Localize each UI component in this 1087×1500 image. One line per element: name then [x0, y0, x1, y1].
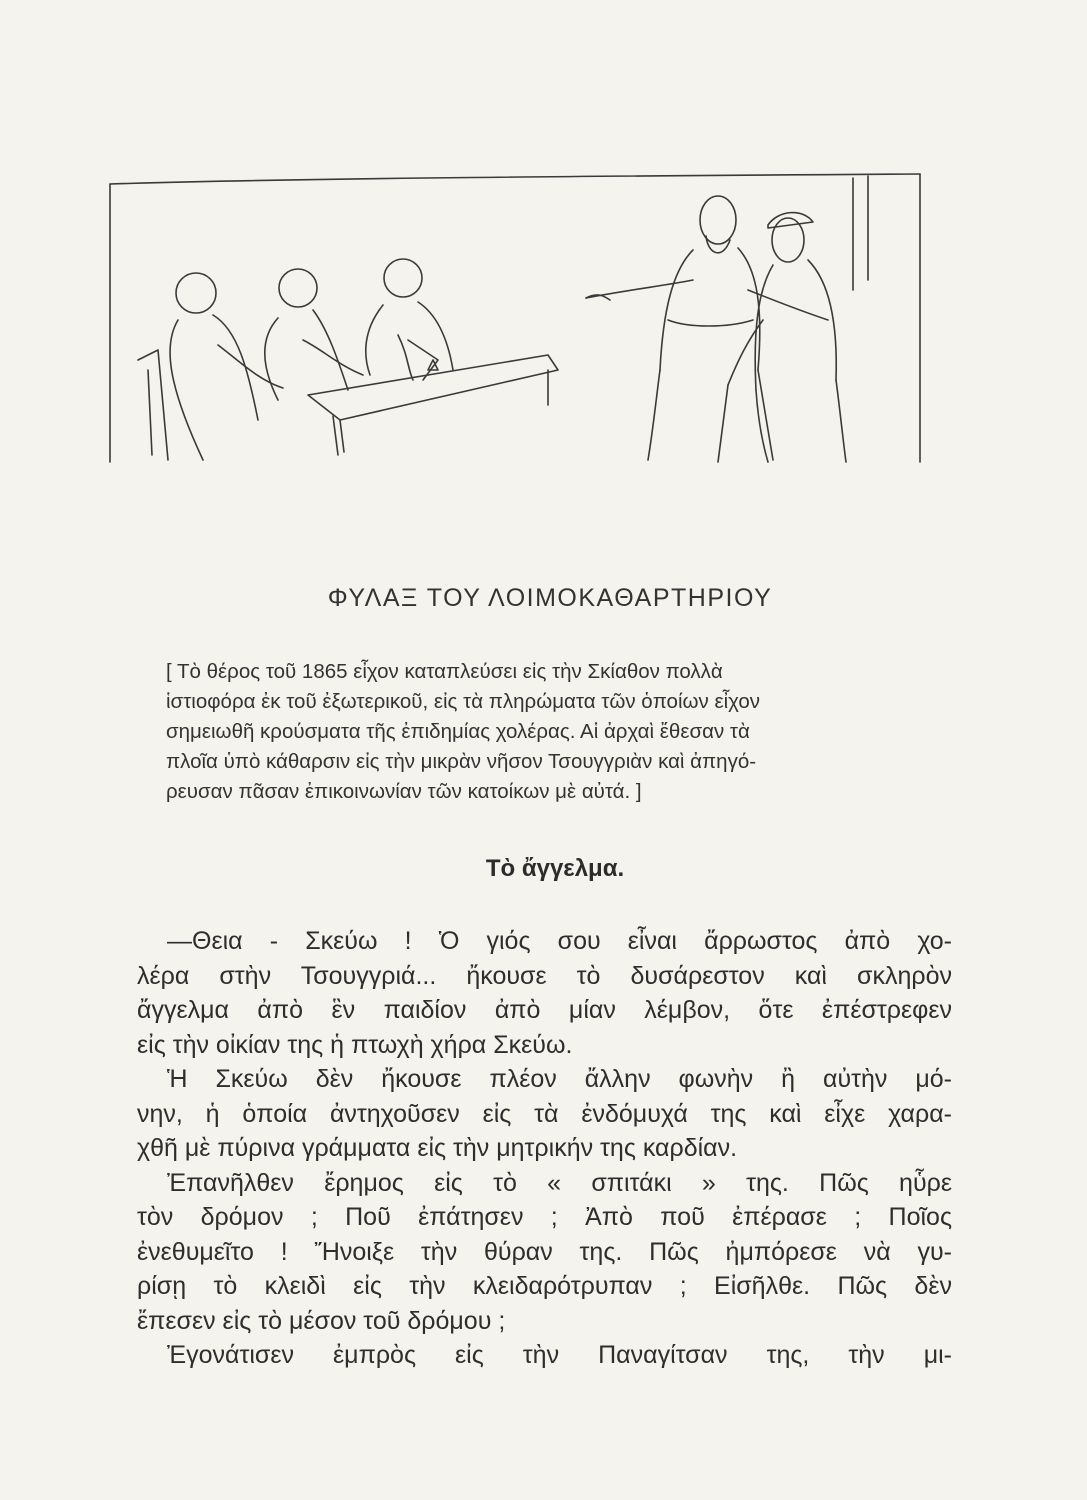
body-line: ἐνεθυμεῖτο ! Ἤνοιξε τὴν θύραν της. Πῶς ἠμπόρεσε νὰ γυ-: [137, 1237, 952, 1266]
body-line: Ἐγονάτισεν ἐμπρὸς εἰς τὴν Παναγίτσαν της, τὴν μι-: [167, 1341, 952, 1369]
note-line: ἱστιοφόρα ἐκ τοῦ ἐξωτερικοῦ, εἰς τὰ πληρώματα τῶν ὁποίων εἶχον: [166, 690, 761, 713]
illustration-quarantine-scene: [108, 170, 922, 465]
section-subtitle: Τὸ ἄγγελμα.: [485, 855, 625, 882]
note-line: σημειωθῆ κρούσματα τῆς ἐπιδημίας χολέρας. Αἱ ἀρχαὶ ἔθεσαν τὰ: [166, 720, 750, 743]
body-line: Ἡ Σκεύω δὲν ἤκουσε πλέον ἄλλην φωνὴν ἢ αὐτὴν μό-: [167, 1065, 952, 1093]
body-line: ἄγγελμα ἀπὸ ἓν παιδίον ἀπὸ μίαν λέμβον, ὅτε ἐπέστρεφεν: [137, 996, 952, 1024]
note-line: ρευσαν πᾶσαν ἐπικοινωνίαν τῶν κατοίκων μὲ αὐτά. ]: [166, 780, 642, 803]
note-line: πλοῖα ὑπὸ κάθαρσιν εἰς τὴν μικρὰν νῆσον Τσουγγριὰν καὶ ἀπηγό-: [166, 750, 757, 773]
body-line: χθῆ μὲ πύρινα γράμματα εἰς τὴν μητρικήν της καρδίαν.: [137, 1134, 738, 1162]
body-line: ρίσῃ τὸ κλειδὶ εἰς τὴν κλειδαρότρυπαν ; Εἰσῆλθε. Πῶς δὲν: [137, 1272, 952, 1300]
body-line: τὸν δρόμον ; Ποῦ ἐπάτησεν ; Ἀπὸ ποῦ ἐπέρασε ; Ποῖος: [137, 1203, 952, 1231]
body-text: [137, 924, 952, 1373]
body-line: εἰς τὴν οἰκίαν της ἡ πτωχὴ χήρα Σκεύω.: [137, 1030, 573, 1059]
body-line: —Θεια - Σκεύω ! Ὁ γιός σου εἶναι ἄρρωστος ἀπὸ χο-: [167, 927, 952, 955]
body-line: νην, ἡ ὁποία ἀντηχοῦσεν εἰς τὰ ἐνδόμυχά της καὶ εἶχε χαρα-: [137, 1099, 952, 1128]
historical-note: [166, 657, 956, 807]
body-line: Ἐπανῆλθεν ἔρημος εἰς τὸ « σπιτάκι » της. Πῶς ηὗρε: [167, 1168, 952, 1197]
note-line: [ Τὸ θέρος τοῦ 1865 εἶχον καταπλεύσει εἰς τὴν Σκίαθον πολλὰ: [166, 660, 723, 683]
chapter-title: ΦΥΛΑΞ ΤΟΥ ΛΟΙΜΟΚΑΘΑΡΤΗΡΙΟΥ: [327, 584, 773, 612]
body-line: ἔπεσεν εἰς τὸ μέσον τοῦ δρόμου ;: [137, 1306, 506, 1335]
body-line: λέρα στὴν Τσουγγριά... ἤκουσε τὸ δυσάρεστον καὶ σκληρὸν: [137, 961, 952, 990]
